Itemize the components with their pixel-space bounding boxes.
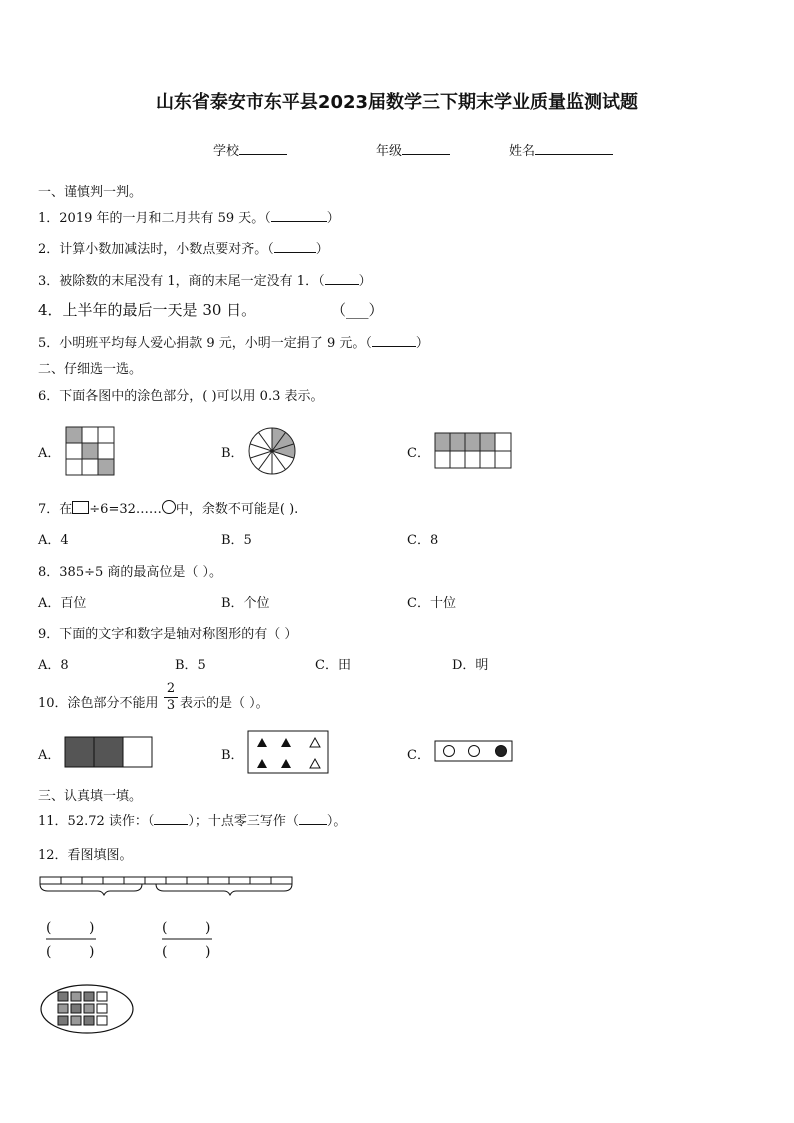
svg-text:): ) bbox=[205, 920, 211, 936]
svg-text:(: ( bbox=[162, 944, 168, 960]
q6-option-b-label[interactable]: B． bbox=[221, 446, 244, 461]
q12-fraction-blank-1[interactable] bbox=[46, 916, 98, 962]
q10-option-a-label[interactable]: A． bbox=[38, 748, 61, 763]
q11-read-blank[interactable] bbox=[154, 812, 188, 825]
q9-option-b[interactable]: B．5 bbox=[175, 658, 206, 673]
q1-close: ） bbox=[326, 211, 340, 226]
q2-answer-blank[interactable] bbox=[274, 240, 316, 253]
q11-text-post: ）。 bbox=[326, 814, 347, 829]
q10-option-b-triangles bbox=[248, 731, 330, 775]
q11-text-mid: ）；十点零三写作（ bbox=[188, 814, 299, 829]
grade-label: 年级 bbox=[376, 144, 403, 159]
question-10: 10．涂色部分不能用 bbox=[38, 696, 159, 711]
q3-close: ） bbox=[358, 274, 372, 289]
question-8: 8．385÷5 商的最高位是（ ）。 bbox=[38, 565, 223, 580]
question-12: 12．看图填图。 bbox=[38, 848, 133, 863]
q1-text: 1．2019 年的一月和二月共有 59 天。（ bbox=[38, 211, 271, 226]
q7-option-a[interactable]: A．4 bbox=[38, 533, 69, 548]
q4-answer-paren[interactable]: （___） bbox=[331, 301, 384, 319]
q7-text-pre: 7．在 bbox=[38, 502, 73, 517]
fraction-numerator: 2 bbox=[166, 681, 176, 696]
q3-answer-blank[interactable] bbox=[325, 272, 359, 285]
name-label: 姓名 bbox=[509, 144, 536, 159]
q9-option-c[interactable]: C．田 bbox=[315, 658, 351, 673]
svg-text:(: ( bbox=[162, 920, 168, 936]
q5-answer-blank[interactable] bbox=[372, 334, 416, 347]
q6-option-a-label[interactable]: A． bbox=[38, 446, 61, 461]
page-title: 山东省泰安市东平县2023届数学三下期末学业质量监测试题 bbox=[155, 92, 639, 113]
q3-text: 3．被除数的末尾没有 1，商的末尾一定没有 1．（ bbox=[38, 274, 325, 289]
section-3-heading: 三、认真填一填。 bbox=[38, 789, 143, 804]
q12-number-strip bbox=[38, 872, 296, 902]
q8-option-b[interactable]: B．个位 bbox=[221, 596, 270, 611]
q2-text: 2．计算小数加减法时，小数点要对齐。（ bbox=[38, 242, 274, 257]
svg-text:(: ( bbox=[46, 920, 52, 936]
name-blank[interactable] bbox=[535, 142, 613, 155]
q7-text-mid: ÷6=32…… bbox=[89, 502, 162, 517]
name-field bbox=[509, 140, 613, 159]
q5-text: 5．小明班平均每人爱心捐款 9 元，小明一定捐了 9 元。（ bbox=[38, 336, 372, 351]
q10-option-c-label[interactable]: C． bbox=[407, 748, 430, 763]
question-1 bbox=[38, 207, 340, 226]
q9-option-a[interactable]: A．8 bbox=[38, 658, 69, 673]
q10-fraction bbox=[164, 681, 178, 714]
question-11 bbox=[38, 810, 346, 829]
q1-answer-blank[interactable] bbox=[271, 209, 327, 222]
question-5 bbox=[38, 332, 429, 351]
svg-text:(: ( bbox=[46, 944, 52, 960]
q10-option-c-circles bbox=[435, 741, 515, 763]
q2-close: ） bbox=[315, 242, 329, 257]
q7-option-b[interactable]: B．5 bbox=[221, 533, 252, 548]
svg-text:): ) bbox=[89, 944, 95, 960]
svg-text:): ) bbox=[205, 944, 211, 960]
question-3 bbox=[38, 270, 372, 289]
question-4: 4．上半年的最后一天是 30 日。 bbox=[38, 301, 257, 319]
q5-close: ） bbox=[415, 336, 429, 351]
svg-text:): ) bbox=[89, 920, 95, 936]
q7-circle-box bbox=[162, 500, 176, 514]
question-6: 6．下面各图中的涂色部分，( )可以用 0.3 表示。 bbox=[38, 389, 324, 404]
q7-text-post: 中，余数不可能是( ). bbox=[175, 502, 299, 517]
question-9: 9．下面的文字和数字是轴对称图形的有（ ） bbox=[38, 627, 298, 642]
q10-option-a-bar bbox=[65, 737, 155, 769]
q6-option-b-circle bbox=[248, 427, 298, 475]
q10-option-b-label[interactable]: B． bbox=[221, 748, 244, 763]
section-2-heading: 二、仔细选一选。 bbox=[38, 362, 143, 377]
q9-option-d[interactable]: D．明 bbox=[452, 658, 489, 673]
q10-text-post: 表示的是（ ）。 bbox=[180, 696, 269, 711]
grade-blank[interactable] bbox=[402, 142, 450, 155]
fraction-denominator: 3 bbox=[164, 697, 178, 714]
school-field bbox=[213, 140, 287, 159]
q12-fraction-blank-2[interactable] bbox=[162, 916, 214, 962]
q7-option-c[interactable]: C．8 bbox=[407, 533, 439, 548]
q7-square-box bbox=[72, 501, 89, 514]
q6-option-a-grid bbox=[66, 427, 116, 475]
q6-option-c-label[interactable]: C． bbox=[407, 446, 430, 461]
question-2 bbox=[38, 238, 329, 257]
q8-option-c[interactable]: C．十位 bbox=[407, 596, 456, 611]
q8-option-a[interactable]: A．百位 bbox=[38, 596, 87, 611]
school-blank[interactable] bbox=[239, 142, 287, 155]
grade-field bbox=[376, 140, 450, 159]
q11-write-blank[interactable] bbox=[299, 812, 327, 825]
school-label: 学校 bbox=[213, 144, 240, 159]
section-1-heading: 一、谨慎判一判。 bbox=[38, 185, 143, 200]
q12-oval-grid-figure bbox=[40, 984, 136, 1036]
question-7 bbox=[38, 498, 298, 517]
q11-text-pre: 11．52.72 读作：（ bbox=[38, 814, 155, 829]
q6-option-c-grid bbox=[435, 433, 513, 469]
